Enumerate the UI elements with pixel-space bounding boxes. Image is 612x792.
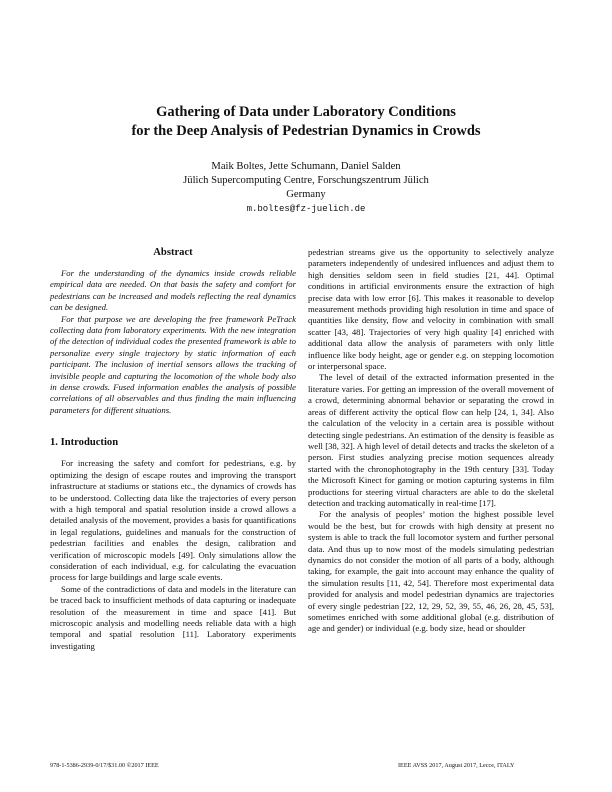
footer-copyright: 978-1-5386-2939-0/17/$31.00 ©2017 IEEE: [50, 762, 159, 769]
left-column: [50, 246, 296, 652]
footer-venue: IEEE AVSS 2017, August 2017, Lecce, ITALY: [398, 762, 515, 769]
abstract: [50, 268, 296, 416]
paper-title: [0, 103, 612, 141]
abstract-heading: Abstract: [153, 247, 193, 258]
right-paragraph-2: The level of detail of the extracted information presented in the literature varies. For getting an impression of the overall movement of a crowd, determining abnormal behavior or separating the crowd in areas of different activity the optical flow can help [24, 1, 34]. Also the calculation of the velocity in a certain area is possible without detecting single pedestrians. An estimation of the density is feasible as well [38, 32]. A high level of detail detects and tracks the skeleton of a person. First studies analyzing precise motion sequences already started with the chronophotography in the 19th century [33]. Today the Microsoft Kinect for gaming or motion capturing systems in film productions for steering virtual characters are able to do the skeletal detection and tracking automatically in real-time [17].: [308, 372, 554, 508]
title-line-2: for the Deep Analysis of Pedestrian Dynamics in Crowds: [131, 123, 481, 139]
abstract-paragraph-1: For the understanding of the dynamics inside crowds reliable empirical data are needed. On that basis the safety and comfort for pedestrians can be increased and models reflecting the real dynamics can be designed.: [50, 268, 296, 313]
title-line-1: Gathering of Data under Laboratory Conditions: [156, 104, 456, 120]
affiliation: Jülich Supercomputing Centre, Forschungszentrum Jülich: [183, 175, 429, 186]
intro-paragraph-1: For increasing the safety and comfort for pedestrians, e.g. by optimizing the design of escape routes and improving the transport infrastructure at stadiums or stations etc., the dynamics of crowds has to be understood. Collecting data like the trajectories of every person with a high temporal and spatial resolution inside a crowd allows a detailed analysis of the movement, provides a basis for quantifications in legal regulations, guidelines and manuals for the construction of pedestrian facilities and enables the design, calibration and verification of microscopic models [49]. Only simulations allow the consideration of each individual, e.g. for calculating the evacuation process for large buildings and large scale events.: [50, 458, 296, 583]
country: Germany: [286, 189, 326, 200]
intro-paragraph-2: Some of the contradictions of data and models in the literature can be traced back to insufficient methods of data capturing or inadequate resolution of the measurement in time and space [41]. But microscopic analysis and modelling needs reliable data with a high temporal and spatial resolution [11]. Laboratory experiments investigating: [50, 583, 296, 651]
abstract-paragraph-2: For that purpose we are developing the free framework PeTrack collecting data from laboratory experiments. With the new integration of the detection of individual codes the presented framework is able to personalize every single trajectory by static information of each participant. The inclusion of inertial sensors allows the tracking of invisible people and capturing the locomotion of the whole body also in dense crowds. Fused information enables the analysis of possible correlations of all observables and thus finding the main influencing parameters for different situations.: [50, 313, 296, 415]
author-names: Maik Boltes, Jette Schumann, Daniel Salden: [211, 161, 401, 172]
author-block: [0, 160, 612, 216]
author-email[interactable]: m.boltes@fz-juelich.de: [246, 204, 366, 214]
right-paragraph-3: For the analysis of peoples’ motion the highest possible level would be the best, but for crowds with high density at present no system is able to track the full locomotor system and further personal data. And thus up to now most of the models simulating pedestrian dynamics do not consider the motion of all parts of a body, although taking, for example, the gait into account may enhance the quality of the simulation results [11, 42, 54]. Therefore most experimental data provided for analysis and model pedestrian dynamics are trajectories of every single pedestrian [22, 12, 29, 52, 39, 55, 46, 26, 28, 45, 53], sometimes enriched with some additional global (e.g. distribution of age and gender) or individual (e.g. body size, head or shoulder: [308, 509, 554, 634]
introduction-heading: 1. Introduction: [50, 437, 119, 449]
right-column: [308, 247, 554, 635]
right-paragraph-1: pedestrian streams give us the opportunity to selectively analyze parameters independently of undesired influences and adjust them to high densities seldom seen in field studies [21, 44]. Optimal conditions in artificial environments ensure the extraction of high precise data with low error [6]. This makes it reasonable to develop measurement methods providing high resolution in time and space of quantities like density, flow and velocity in combination with small scatter [43, 48]. Trajectories of very high quality [4] enriched with additional data allow the analysis of parameters with only little influence like body height, age or gender e.g. on stepping locomotion or interpersonal space.: [308, 247, 554, 372]
